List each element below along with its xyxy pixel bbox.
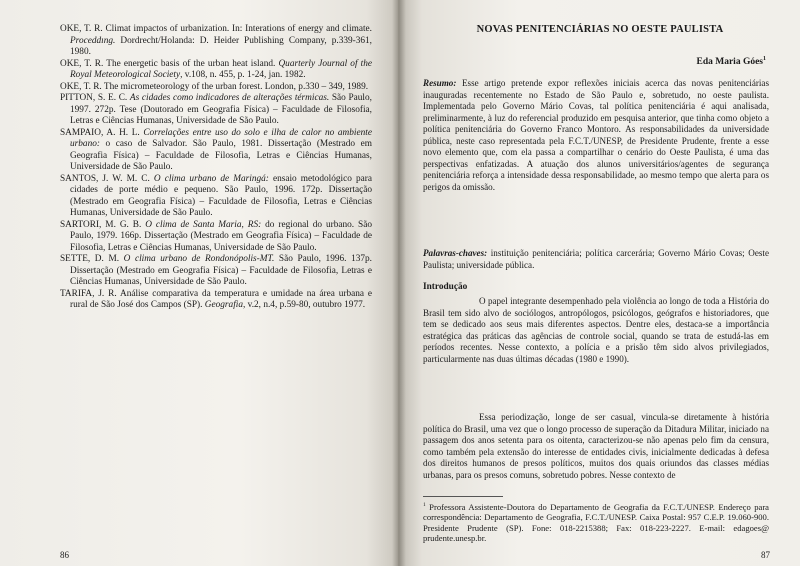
reference-list: [60, 24, 372, 312]
reference-item: OKE, T. R. Climat impactos of urbanization. In: Interations of energy and climate. Proceddıng. Dordrecht/Holanda: D. Heider Publishing Company, p.339-361, 1980.: [60, 24, 372, 57]
footnote-divider: [423, 496, 503, 497]
reference-item: SANTOS, J. W. M. C. O clima urbano de Maringá: ensaio metodológico para cidades de porte médio e pequeno. São Paulo, 1996. 172p. Dissertação (Mestrado em Geografia Física) – Faculdade de Filosofia, Letras e Ciências Humanas, Universidade de São Paulo.: [60, 173, 373, 218]
page-number-right: 87: [761, 550, 770, 560]
footnote-mark: 1: [423, 502, 426, 508]
reference-item: OKE, T. R. The energetic basis of the urban heat island. Quarterly Journal of the Royal Meteorological Society, v.108, n. 455, p. 1-24, jan. 1982.: [60, 58, 372, 80]
page-number-left: 86: [60, 550, 69, 560]
left-page: [0, 0, 398, 566]
reference-item: OKE, T. R. The micrometeorology of the urban forest. London, p.330 – 349, 1989.: [60, 81, 369, 92]
abstract-text: Esse artigo pretende expor reflexões iniciais acerca das novas penitenciárias inauguradas recentemente no Estado de São Paulo e, sobretudo, no oeste paulista. Implementada pelo Governo Mário Covas, tal política penitenciária é aqui analisada, preliminarmente, à luz do referencial produzido em pesquisa anterior, que tinha como objeto a política penitenciária do Governo Franco Montoro. As responsabilidades da universidade pública, neste caso representada pela F.C.T./UNESP, de Presidente Prudente, frente a esse novo elemento que, com ela passa a compartilhar o cenário do Oeste Paulista, é uma das perspectivas enfatizadas. A atuação dos alunos universitários/agentes de segurança penitenciária reforça a intensidade dessa responsabilidade, ao mesmo tempo que alerta para os perigos da omissão.: [423, 78, 769, 192]
keywords-label: Palavras-chaves:: [423, 248, 488, 258]
abstract-label: Resumo:: [423, 78, 457, 88]
section-heading: Introdução: [423, 282, 468, 292]
reference-item: SETTE, D. M. O clima urbano de Rondonópolis-MT. São Paulo, 1996. 137p. Dissertação (Mestrado em Geografia Física) – Faculdade de Filosofia, Letras e Ciências Humanas, Universidade de São Paulo.: [60, 254, 372, 287]
author-footnote-mark: 1: [763, 56, 766, 62]
keywords: [423, 248, 769, 271]
article-author: Eda Maria Góes$^1$: [696, 56, 766, 68]
intro-paragraph: O papel integrante desempenhado pela violência ao longo de toda a História do Brasil tem sido alvo de sociólogos, antropólogos, psicólogos, geógrafos e historiadores, que tem se dedicado aos seus mais diferentes aspectos. Dentre eles, destaca-se a importância estratégica das práticas das agências de controle social, quando se trata de estudá-las em períodos recentes. Nesse contexto, a polícia e a prisão têm sido alvos privilegiados, particularmente nas duas últimas décadas (1980 e 1990).: [423, 296, 769, 364]
footnote-text: Professora Assistente-Doutora do Departamento de Geografia da F.C.T./UNESP. Endereço para correspondência: Departamento de Geografia, F.C.T./UNESP. Caixa Postal: 957 C.E.P. 19.060-900. Presidente Prudente (SP). Fone: 018-2215388; Fax: 018-223-2227. E-mail: edagoes@ prudente.unesp.br.: [423, 501, 769, 544]
reference-item: SARTORI, M. G. B. O clima de Santa Maria, RS: do regional do urbano. São Paulo, 1979. 166p. Dissertação (Mestrado em Geografia Física) – Faculdade de Filosofia, Letras e Ciências Humanas, Universidade de São Paulo.: [60, 219, 373, 253]
keywords-text: instituição penitenciária; política carcerária; Governo Mário Covas; Oeste Paulista; universidade pública.: [423, 248, 769, 270]
intro-paragraph: Essa periodização, longe de ser casual, vincula-se diretamente à história política do Brasil, uma vez que o longo processo de superação da Ditadura Militar, iniciado na passagem dos anos setenta para os oitenta, caracterizou-se não apenas pelo fim da censura, como também pela extensão do interesse de entidades civis, inicialmente dedicadas à defesa dos direitos humanos de presos políticos, muitos dos quais oriundos das classes médias urbanas, para os presos comuns, sobretudo pobres. Nesse contexto de: [423, 412, 769, 480]
reference-item: PITTON, S. E. C. As cidades como indicadores de alterações térmicas. São Paulo, 1997. 272p. Tese (Doutorado em Geografia Física) – Faculdade de Filosofia, Letras e Ciências Humanas, Universidade de São Paulo.: [60, 93, 372, 126]
reference-item: TARIFA, J. R. Análise comparativa da temperatura e umidade na área urbana e rural de São José dos Campos (SP). Geografia, v.2, n.4, p.59-80, outubro 1977.: [60, 288, 372, 310]
abstract: [423, 78, 769, 193]
reference-item: SAMPAIO, A. H. L. Correlações entre uso do solo e ilha de calor no ambiente urbano: o caso de Salvador. São Paulo, 1981. Dissertação (Mestrado em Geografia Física) – Faculdade de Filosofia, Letras e Ciências Humanas, Universidade de São Paulo.: [60, 127, 372, 172]
book-gutter: [392, 0, 406, 566]
footnote: [423, 500, 769, 544]
article-title: NOVAS PENITENCIÁRIAS NO OESTE PAULISTA: [476, 24, 724, 35]
